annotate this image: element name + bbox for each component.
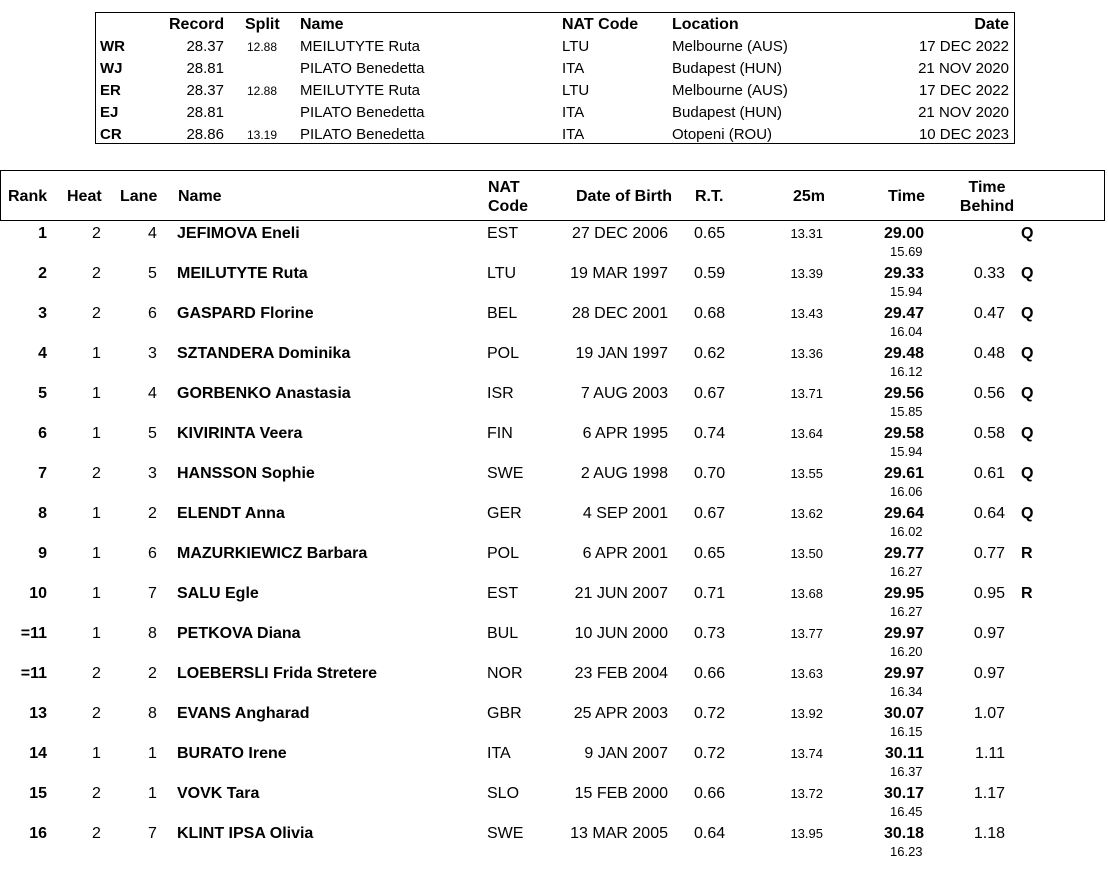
swimmer-name: JEFIMOVA Eneli <box>177 225 300 242</box>
nat-code: SWE <box>487 825 524 842</box>
reaction-time: 0.65 <box>694 225 726 242</box>
final-time: 29.61 <box>883 465 924 482</box>
record-nat: ITA <box>562 126 585 143</box>
split-25m: 13.71 <box>790 386 823 401</box>
nat-code: BEL <box>487 305 518 322</box>
second-split: 15.94 <box>890 284 923 299</box>
record-row <box>96 80 1014 102</box>
swimmer-name: GASPARD Florine <box>177 305 314 322</box>
heat-cell: 2 <box>92 825 101 842</box>
swimmer-name: SZTANDERA Dominika <box>177 345 351 362</box>
heat-cell: 2 <box>92 785 101 802</box>
split-25m: 13.64 <box>790 426 823 441</box>
table-row <box>0 702 1105 742</box>
record-time: 28.37 <box>186 38 224 55</box>
nat-code: GBR <box>487 705 522 722</box>
qualification-mark: Q <box>1021 345 1034 362</box>
lane-cell: 8 <box>148 625 157 642</box>
time-behind: 0.47 <box>973 305 1005 322</box>
rank-cell: 10 <box>29 585 47 602</box>
time-behind: 1.07 <box>973 705 1005 722</box>
qualification-mark: Q <box>1021 465 1034 482</box>
qualification-mark: Q <box>1021 305 1034 322</box>
heat-cell: 2 <box>92 225 101 242</box>
record-time: 28.81 <box>186 104 224 121</box>
records-table <box>95 12 1015 144</box>
heat-cell: 1 <box>92 425 101 442</box>
table-row <box>0 422 1105 462</box>
heat-cell: 1 <box>92 625 101 642</box>
second-split: 16.34 <box>890 684 923 699</box>
header-time: Time <box>888 188 926 205</box>
record-location: Melbourne (AUS) <box>672 82 788 99</box>
record-time: 28.81 <box>186 60 224 77</box>
split-25m: 13.62 <box>790 506 823 521</box>
qualification-mark: Q <box>1021 505 1034 522</box>
records-header-nat: NAT Code <box>562 16 639 33</box>
record-location: Budapest (HUN) <box>672 60 783 77</box>
second-split: 16.02 <box>890 524 923 539</box>
rank-cell: 16 <box>29 825 47 842</box>
nat-code: FIN <box>487 425 513 442</box>
split-25m: 13.92 <box>790 706 823 721</box>
qualification-mark: R <box>1021 585 1033 602</box>
record-row <box>96 36 1014 58</box>
lane-cell: 3 <box>148 345 157 362</box>
lane-cell: 7 <box>148 585 157 602</box>
swimmer-name: LOEBERSLI Frida Stretere <box>177 665 378 682</box>
table-row <box>0 742 1105 782</box>
record-row <box>96 102 1014 124</box>
heat-cell: 2 <box>92 265 101 282</box>
date-of-birth: 28 DEC 2001 <box>571 305 668 322</box>
final-time: 29.77 <box>883 545 924 562</box>
heat-cell: 1 <box>92 545 101 562</box>
date-of-birth: 21 JUN 2007 <box>574 585 668 602</box>
reaction-time: 0.64 <box>694 825 726 842</box>
lane-cell: 3 <box>148 465 157 482</box>
heat-cell: 1 <box>92 385 101 402</box>
lane-cell: 5 <box>148 265 157 282</box>
rank-cell: 6 <box>38 425 47 442</box>
record-code: ER <box>100 82 121 99</box>
table-row <box>0 582 1105 622</box>
lane-cell: 1 <box>148 785 157 802</box>
final-time: 29.97 <box>883 665 924 682</box>
reaction-time: 0.72 <box>694 745 726 762</box>
second-split: 16.15 <box>890 724 923 739</box>
date-of-birth: 13 MAR 2005 <box>570 825 668 842</box>
record-nat: ITA <box>562 104 585 121</box>
second-split: 16.27 <box>890 604 923 619</box>
table-row <box>0 782 1105 822</box>
record-name: PILATO Benedetta <box>300 126 425 143</box>
final-time: 30.18 <box>883 825 924 842</box>
split-25m: 13.77 <box>790 626 823 641</box>
table-row <box>0 262 1105 302</box>
table-row <box>0 662 1105 702</box>
record-date: 10 DEC 2023 <box>918 126 1009 143</box>
header-25m: 25m <box>793 188 826 205</box>
table-row <box>0 542 1105 582</box>
reaction-time: 0.68 <box>694 305 726 322</box>
header-nat-line2: Code <box>488 198 528 215</box>
reaction-time: 0.67 <box>694 385 726 402</box>
final-time: 30.11 <box>884 745 924 762</box>
record-location: Budapest (HUN) <box>672 104 783 121</box>
time-behind: 0.95 <box>973 585 1005 602</box>
final-time: 29.33 <box>883 265 924 282</box>
results-rows <box>0 222 1105 862</box>
record-name: PILATO Benedetta <box>300 104 425 121</box>
record-date: 21 NOV 2020 <box>918 60 1009 77</box>
second-split: 16.12 <box>890 364 923 379</box>
rank-cell: 9 <box>38 545 47 562</box>
rank-cell: =11 <box>20 625 47 642</box>
reaction-time: 0.67 <box>694 505 726 522</box>
split-25m: 13.63 <box>790 666 823 681</box>
swimmer-name: VOVK Tara <box>177 785 260 802</box>
table-row <box>0 302 1105 342</box>
nat-code: POL <box>487 345 520 362</box>
final-time: 29.64 <box>883 505 924 522</box>
heat-cell: 1 <box>92 745 101 762</box>
date-of-birth: 15 FEB 2000 <box>574 785 668 802</box>
reaction-time: 0.65 <box>694 545 726 562</box>
lane-cell: 4 <box>148 385 157 402</box>
rank-cell: 5 <box>38 385 47 402</box>
lane-cell: 1 <box>148 745 157 762</box>
final-time: 30.17 <box>883 785 924 802</box>
header-heat: Heat <box>67 188 102 205</box>
second-split: 16.20 <box>890 644 923 659</box>
nat-code: LTU <box>487 265 517 282</box>
record-location: Otopeni (ROU) <box>672 126 773 143</box>
date-of-birth: 10 JUN 2000 <box>574 625 668 642</box>
qualification-mark: R <box>1021 545 1033 562</box>
split-25m: 13.36 <box>790 346 823 361</box>
header-nat-line1: NAT <box>488 179 520 196</box>
final-time: 29.00 <box>883 225 924 242</box>
time-behind: 0.97 <box>973 665 1005 682</box>
heat-cell: 2 <box>92 705 101 722</box>
records-header-row <box>96 14 1014 36</box>
record-name: MEILUTYTE Ruta <box>300 38 421 55</box>
swimmer-name: MAZURKIEWICZ Barbara <box>177 545 368 562</box>
heat-cell: 2 <box>92 465 101 482</box>
record-name: MEILUTYTE Ruta <box>300 82 421 99</box>
reaction-time: 0.70 <box>694 465 726 482</box>
qualification-mark: Q <box>1021 425 1034 442</box>
reaction-time: 0.66 <box>694 665 726 682</box>
record-code: WR <box>100 38 125 55</box>
record-split: 13.19 <box>247 128 278 142</box>
lane-cell: 2 <box>148 665 157 682</box>
date-of-birth: 2 AUG 1998 <box>580 465 668 482</box>
header-rt: R.T. <box>695 188 724 205</box>
date-of-birth: 27 DEC 2006 <box>571 225 668 242</box>
record-location: Melbourne (AUS) <box>672 38 788 55</box>
time-behind: 0.33 <box>973 265 1005 282</box>
nat-code: NOR <box>487 665 523 682</box>
second-split: 15.85 <box>890 404 923 419</box>
split-25m: 13.95 <box>790 826 823 841</box>
lane-cell: 5 <box>148 425 157 442</box>
rank-cell: 7 <box>38 465 47 482</box>
second-split: 16.27 <box>890 564 923 579</box>
records-header-name: Name <box>300 16 344 33</box>
records-header-record: Record <box>169 16 225 33</box>
time-behind: 0.48 <box>973 345 1005 362</box>
header-dob: Date of Birth <box>576 188 672 205</box>
date-of-birth: 4 SEP 2001 <box>582 505 668 522</box>
reaction-time: 0.74 <box>694 425 726 442</box>
rank-cell: 1 <box>38 225 47 242</box>
date-of-birth: 7 AUG 2003 <box>580 385 668 402</box>
time-behind: 1.11 <box>975 745 1005 762</box>
second-split: 15.94 <box>890 444 923 459</box>
date-of-birth: 25 APR 2003 <box>573 705 668 722</box>
final-time: 29.47 <box>883 305 924 322</box>
nat-code: SLO <box>487 785 520 802</box>
rank-cell: 13 <box>29 705 47 722</box>
second-split: 16.23 <box>890 844 923 859</box>
swimmer-name: PETKOVA Diana <box>177 625 301 642</box>
rank-cell: 4 <box>38 345 47 362</box>
heat-cell: 1 <box>92 345 101 362</box>
time-behind: 0.64 <box>973 505 1005 522</box>
swimmer-name: SALU Egle <box>177 585 259 602</box>
header-behind-line1: Time <box>968 179 1006 196</box>
final-time: 29.56 <box>883 385 924 402</box>
final-time: 29.97 <box>883 625 924 642</box>
qualification-mark: Q <box>1021 385 1034 402</box>
split-25m: 13.74 <box>790 746 823 761</box>
record-nat: LTU <box>562 82 590 99</box>
nat-code: ISR <box>487 385 514 402</box>
reaction-time: 0.59 <box>694 265 726 282</box>
nat-code: EST <box>487 225 519 242</box>
lane-cell: 4 <box>148 225 157 242</box>
heat-cell: 2 <box>92 305 101 322</box>
second-split: 16.37 <box>890 764 923 779</box>
swimmer-name: ELENDT Anna <box>177 505 285 522</box>
split-25m: 13.43 <box>790 306 823 321</box>
header-nat <box>488 178 528 216</box>
header-time-behind <box>952 178 1022 216</box>
record-code: EJ <box>100 104 119 121</box>
record-date: 17 DEC 2022 <box>918 38 1009 55</box>
header-lane: Lane <box>120 188 158 205</box>
heat-cell: 1 <box>92 585 101 602</box>
nat-code: BUL <box>487 625 519 642</box>
record-code: WJ <box>100 60 123 77</box>
final-time: 29.48 <box>883 345 924 362</box>
date-of-birth: 9 JAN 2007 <box>584 745 668 762</box>
record-date: 21 NOV 2020 <box>918 104 1009 121</box>
swimmer-name: KLINT IPSA Olivia <box>177 825 314 842</box>
second-split: 16.45 <box>890 804 923 819</box>
record-nat: ITA <box>562 60 585 77</box>
nat-code: ITA <box>487 745 511 762</box>
header-name: Name <box>178 188 222 205</box>
record-time: 28.37 <box>186 82 224 99</box>
swimmer-name: MEILUTYTE Ruta <box>177 265 308 282</box>
second-split: 16.04 <box>890 324 923 339</box>
second-split: 15.69 <box>890 244 923 259</box>
lane-cell: 8 <box>148 705 157 722</box>
header-rank: Rank <box>8 188 48 205</box>
swimmer-name: KIVIRINTA Veera <box>177 425 303 442</box>
date-of-birth: 19 JAN 1997 <box>575 345 668 362</box>
final-time: 30.07 <box>883 705 924 722</box>
record-row <box>96 58 1014 80</box>
reaction-time: 0.62 <box>694 345 726 362</box>
lane-cell: 7 <box>148 825 157 842</box>
time-behind: 0.61 <box>973 465 1005 482</box>
time-behind: 0.58 <box>973 425 1005 442</box>
record-row <box>96 124 1014 146</box>
record-date: 17 DEC 2022 <box>918 82 1009 99</box>
date-of-birth: 19 MAR 1997 <box>570 265 668 282</box>
split-25m: 13.68 <box>790 586 823 601</box>
reaction-time: 0.66 <box>694 785 726 802</box>
rank-cell: 15 <box>29 785 47 802</box>
time-behind: 0.56 <box>973 385 1005 402</box>
split-25m: 13.39 <box>790 266 823 281</box>
date-of-birth: 6 APR 2001 <box>582 545 668 562</box>
results-header <box>0 170 1105 221</box>
date-of-birth: 23 FEB 2004 <box>574 665 668 682</box>
records-header-date: Date <box>974 16 1009 33</box>
time-behind: 0.97 <box>973 625 1005 642</box>
split-25m: 13.31 <box>790 226 823 241</box>
reaction-time: 0.71 <box>694 585 726 602</box>
rank-cell: 3 <box>38 305 47 322</box>
time-behind: 0.77 <box>973 545 1005 562</box>
table-row <box>0 342 1105 382</box>
reaction-time: 0.73 <box>694 625 726 642</box>
rank-cell: =11 <box>20 665 47 682</box>
rank-cell: 2 <box>38 265 47 282</box>
swimmer-name: GORBENKO Anastasia <box>177 385 351 402</box>
record-split: 12.88 <box>247 40 278 54</box>
record-name: PILATO Benedetta <box>300 60 425 77</box>
rank-cell: 8 <box>38 505 47 522</box>
split-25m: 13.72 <box>790 786 823 801</box>
swimmer-name: HANSSON Sophie <box>177 465 315 482</box>
time-behind: 1.18 <box>973 825 1005 842</box>
nat-code: SWE <box>487 465 524 482</box>
lane-cell: 2 <box>148 505 157 522</box>
records-header-split: Split <box>245 16 280 33</box>
rank-cell: 14 <box>29 745 47 762</box>
qualification-mark: Q <box>1021 265 1034 282</box>
heat-cell: 2 <box>92 665 101 682</box>
nat-code: POL <box>487 545 520 562</box>
split-25m: 13.50 <box>790 546 823 561</box>
record-nat: LTU <box>562 38 590 55</box>
table-row <box>0 462 1105 502</box>
date-of-birth: 6 APR 1995 <box>582 425 668 442</box>
header-behind-line2: Behind <box>959 198 1015 215</box>
nat-code: EST <box>487 585 519 602</box>
record-split: 12.88 <box>247 84 278 98</box>
swimmer-name: EVANS Angharad <box>177 705 310 722</box>
reaction-time: 0.72 <box>694 705 726 722</box>
record-code: CR <box>100 126 122 143</box>
table-row <box>0 822 1105 862</box>
table-row <box>0 622 1105 662</box>
final-time: 29.95 <box>883 585 924 602</box>
qualification-mark: Q <box>1021 225 1034 242</box>
final-time: 29.58 <box>883 425 924 442</box>
swimmer-name: BURATO Irene <box>177 745 287 762</box>
table-row <box>0 382 1105 422</box>
nat-code: GER <box>487 505 522 522</box>
table-row <box>0 502 1105 542</box>
lane-cell: 6 <box>148 545 157 562</box>
lane-cell: 6 <box>148 305 157 322</box>
heat-cell: 1 <box>92 505 101 522</box>
second-split: 16.06 <box>890 484 923 499</box>
records-header-location: Location <box>672 16 739 33</box>
split-25m: 13.55 <box>790 466 823 481</box>
table-row <box>0 222 1105 262</box>
record-time: 28.86 <box>186 126 224 143</box>
time-behind: 1.17 <box>973 785 1005 802</box>
